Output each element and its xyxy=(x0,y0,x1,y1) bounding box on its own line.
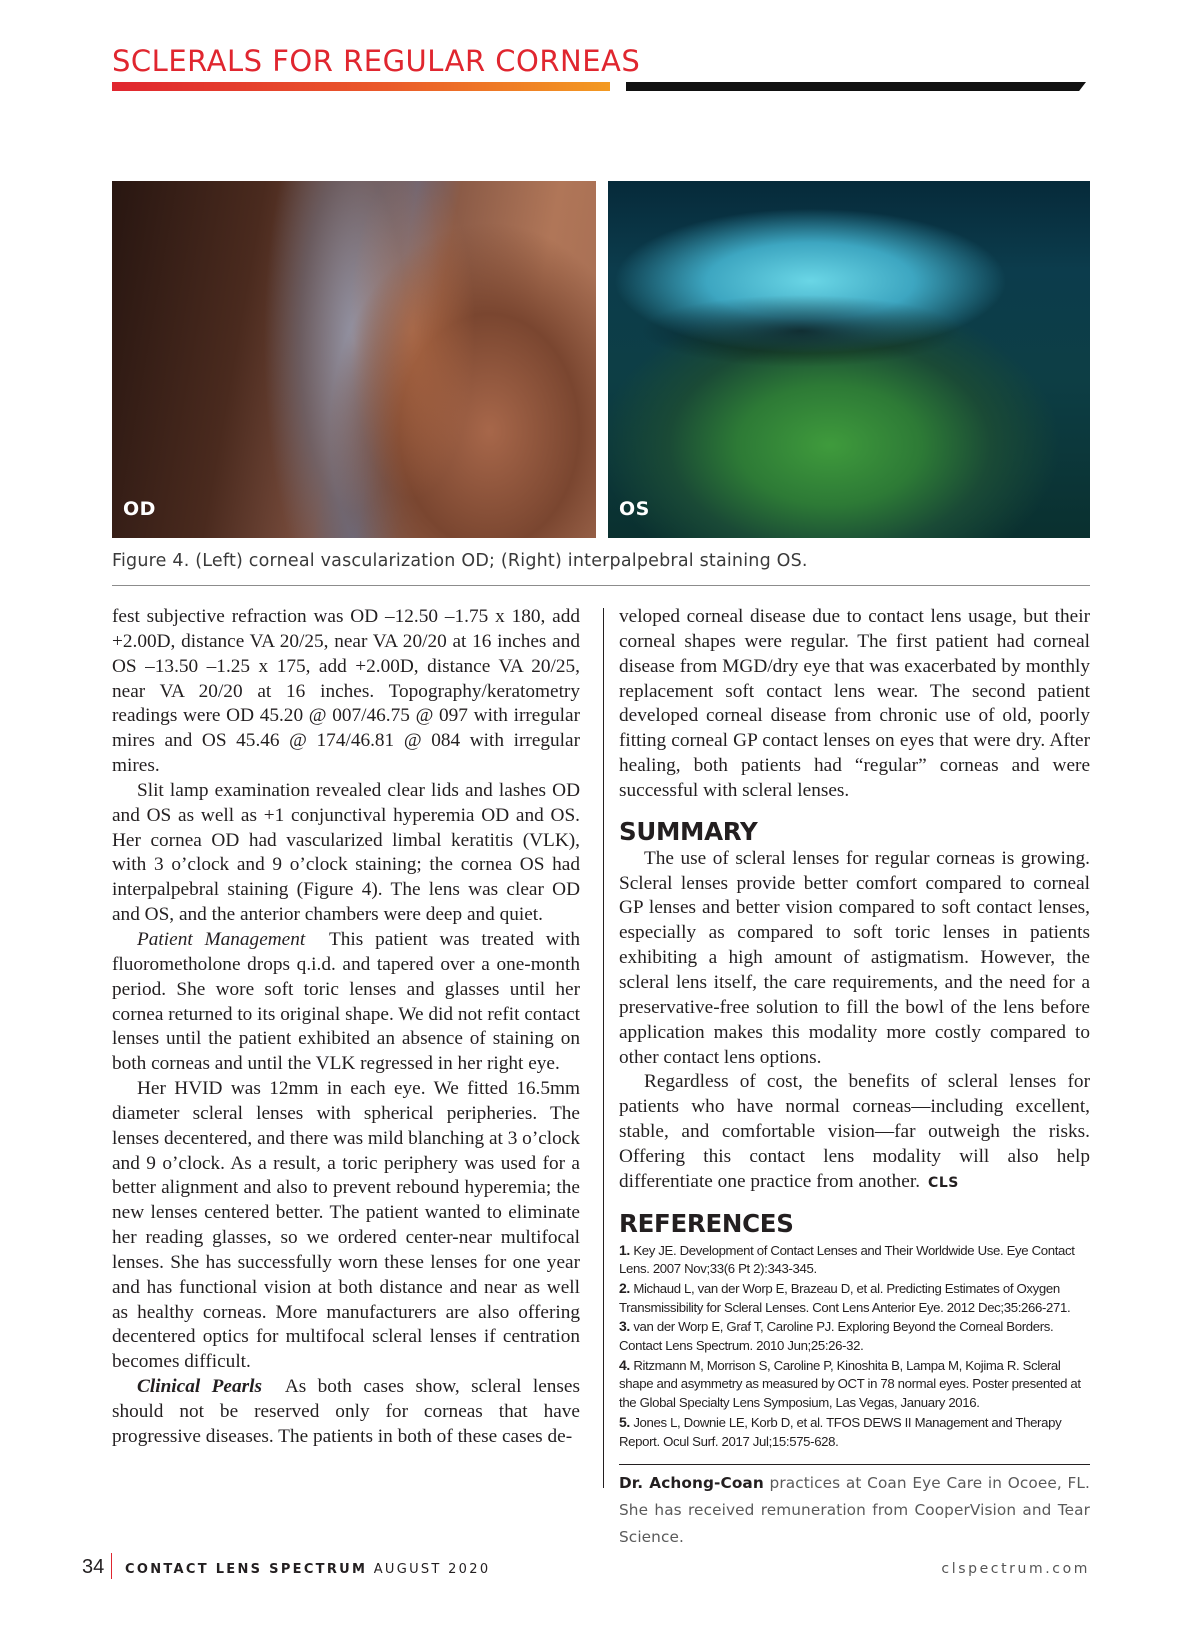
figure-photo-os xyxy=(608,181,1090,538)
reference-number: 5. xyxy=(619,1413,630,1430)
paragraph xyxy=(619,1070,1090,1195)
section-title: SCLERALS FOR REGULAR CORNEAS xyxy=(112,44,641,78)
references-heading: REFERENCES xyxy=(619,1208,794,1238)
footer-publication xyxy=(125,1562,490,1577)
bio-divider xyxy=(619,1464,1090,1465)
reference-number: 4. xyxy=(619,1356,630,1373)
run-in-heading: Clinical Pearls xyxy=(137,1376,262,1398)
author-name: Dr. Achong-Coan xyxy=(619,1474,764,1493)
issue-date: AUGUST 2020 xyxy=(373,1562,491,1577)
references-list xyxy=(619,1241,1090,1452)
reference-number: 3. xyxy=(619,1318,630,1335)
reference-text: Key JE. Development of Contact Lenses and Their Worldwide Use. Eye Contact Lens. 2007 Nov;33(6 Pt 2):343-345. xyxy=(619,1242,1075,1277)
footer-website: clspectrum.com xyxy=(941,1561,1090,1577)
paragraph: Her HVID was 12mm in each eye. We fitted 16.5mm diameter scleral lenses with spherical peripheries. The lenses decentered, and there was mild blanching at 3 o’clock and 9 o’clock. As a result, a toric periphery was used for a better alignment and also to prevent rebound hyperemia; the new lenses centered better. The patient wanted to eliminate her reading glasses, so we ordered center-near multifocal lenses. She has successfully worn these lenses for one year and has functional vision at both distance and near as well as healthy corneas. More manufacturers are also offering decentered optics for multifocal scleral lenses if centration becomes difficult. xyxy=(112,1078,580,1373)
reference-item xyxy=(619,1356,1090,1413)
reference-item xyxy=(619,1413,1090,1451)
column-divider xyxy=(603,608,604,1488)
paragraph: The use of scleral lenses for regular corneas is growing. Scleral lenses provide better comfort compared to corneal GP lenses and better vision compared to soft contact lenses, especially as compared to soft toric lenses in patients exhibiting a high amount of astigmatism. However, the scleral lens itself, the care requirements, and the need for a preservative-free solution to fill the bowl of the lens before application makes this modality more costly compared to other contact lens options. xyxy=(619,847,1090,1068)
paragraph: fest subjective refraction was OD –12.50 –1.75 x 180, add +2.00D, distance VA 20/25, near VA 20/20 at 16 inches and OS –13.50 –1.25 x 175, add +2.00D, distance VA 20/25, near VA 20/20 at 16 inches. Topography/keratometry readings were OD 45.20 @ 007/46.75 @ 097 with irregular mires and OS 45.46 @ 174/46.81 @ 084 with irregular mires. xyxy=(112,606,580,777)
footer-accent-bar xyxy=(111,1553,112,1579)
figure-photo-od xyxy=(112,181,596,538)
caption-divider xyxy=(112,585,1090,586)
summary-heading: SUMMARY xyxy=(619,816,758,846)
reference-number: 1. xyxy=(619,1241,630,1258)
paragraph: veloped corneal disease due to contact lens usage, but their corneal shapes were regular. The first patient had corneal disease from MGD/dry eye that was exacerbated by monthly replacement soft contact lens wear. The second patient developed corneal disease from chronic use of old, poorly fitting corneal GP contact lenses on eyes that were dry. After healing, both patients had “regular” corneas and were successful with scleral lenses. xyxy=(619,606,1090,801)
photo-label-od: OD xyxy=(123,498,156,520)
run-in-heading: Patient Management xyxy=(137,928,306,950)
page-number: 34 xyxy=(82,1556,105,1578)
end-mark: CLS xyxy=(928,1174,959,1191)
reference-item xyxy=(619,1241,1090,1279)
reference-text: Michaud L, van der Worp E, Brazeau D, et al. Predicting Estimates of Oxygen Transmissibility for Scleral Lenses. Cont Lens Anterior Eye. 2012 Dec;35:266-271. xyxy=(619,1280,1071,1315)
paragraph-text: Regardless of cost, the benefits of scleral lenses for patients who have normal corneas—including excellent, stable, and comfortable vision—far outweigh the risks. Offering this contact lens modality will also help differentiate one practice from another. xyxy=(619,1071,1090,1192)
right-column xyxy=(619,605,1090,1551)
reference-text: van der Worp E, Graf T, Caroline PJ. Exploring Beyond the Corneal Borders. Contact Lens Spectrum. 2010 Jun;25:26-32. xyxy=(619,1319,1054,1354)
paragraph xyxy=(112,928,580,1077)
paragraph xyxy=(112,1375,580,1450)
author-bio-text: practices at Coan Eye Care in Ocoee, FL. She has received remuneration from CooperVision and Tear Science. xyxy=(619,1474,1090,1547)
reference-text: Ritzmann M, Morrison S, Caroline P, Kinoshita B, Lampa M, Kojima R. Scleral shape and asymmetry as measured by OCT in 78 normal eyes. Poster presented at the Global Specialty Lens Symposium, Las Vegas, January 2016. xyxy=(619,1357,1081,1411)
header-accent-bar xyxy=(112,82,610,91)
left-column xyxy=(112,605,580,1450)
magazine-name: CONTACT LENS SPECTRUM xyxy=(125,1562,368,1577)
photo-label-os: OS xyxy=(619,498,650,520)
reference-item xyxy=(619,1317,1090,1355)
reference-text: Jones L, Downie LE, Korb D, et al. TFOS DEWS II Management and Therapy Report. Ocul Surf. 2017 Jul;15:575-628. xyxy=(619,1414,1062,1449)
header-rule xyxy=(626,82,1086,91)
paragraph-text: This patient was treated with fluorometholone drops q.i.d. and tapered over a one-month period. She wore soft toric lenses and glasses until her cornea returned to its original shape. We did not refit contact lenses until the patient exhibited an absence of staining on both corneas and until the VLK regressed in her right eye. xyxy=(112,928,580,1075)
reference-number: 2. xyxy=(619,1279,630,1296)
figure-caption: Figure 4. (Left) corneal vascularization OD; (Right) interpalpebral staining OS. xyxy=(112,551,808,571)
author-bio xyxy=(619,1470,1090,1551)
paragraph: Slit lamp examination revealed clear lids and lashes OD and OS as well as +1 conjunctival hyperemia OD and OS. Her cornea OD had vascularized limbal keratitis (VLK), with 3 o’clock and 9 o’clock staining; the cornea OS had interpalpebral staining (Figure 4). The lens was clear OD and OS, and the anterior chambers were deep and quiet. xyxy=(112,779,580,926)
paragraph-text: As both cases show, scleral lenses should not be reserved only for corneas that have progressive diseases. The patients in both of these cases de- xyxy=(112,1376,580,1447)
reference-item xyxy=(619,1279,1090,1317)
